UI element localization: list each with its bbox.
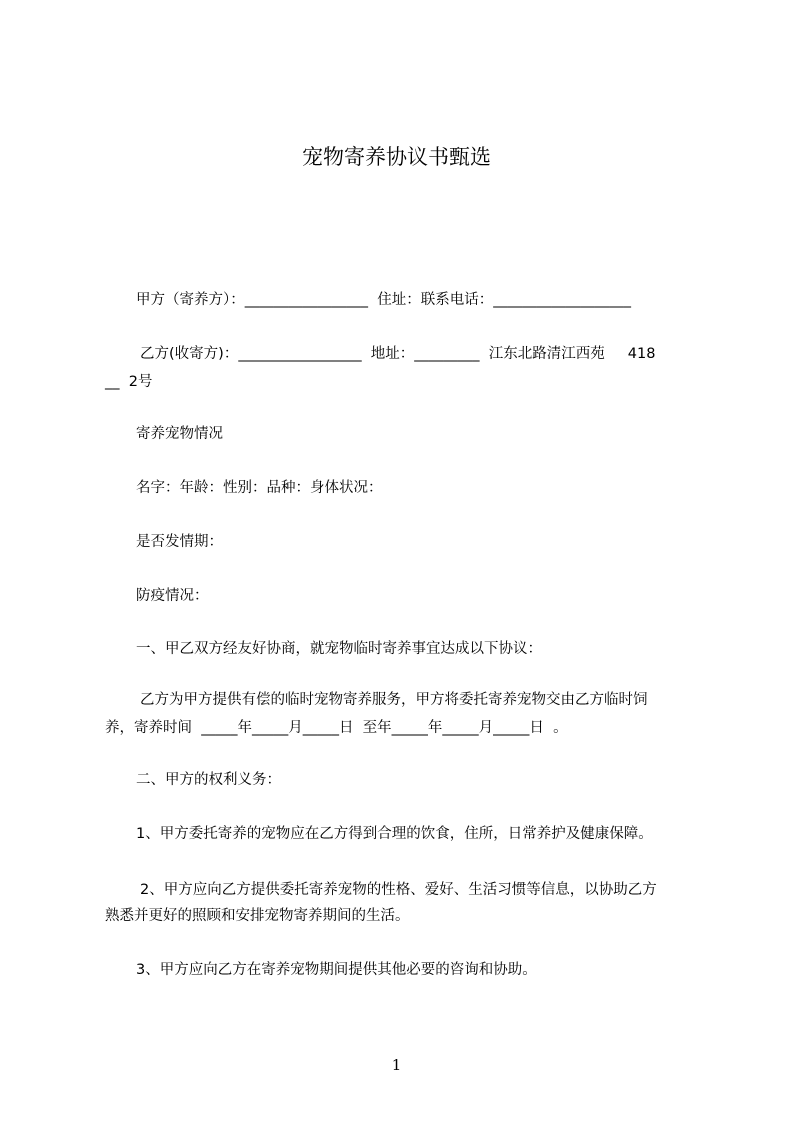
clause-2-continued: 熟悉并更好的照顾和安排宠物寄养期间的生活。 — [105, 908, 410, 924]
section-1-body: 乙方为甲方提供有偿的临时宠物寄养服务，甲方将委托寄养宠物交由乙方临时饲 — [140, 692, 648, 708]
page-number: 1 — [391, 1056, 402, 1074]
section-2-heading: 二、甲方的权利义务： — [136, 772, 281, 788]
section-1-body-continued: 养，寄养时间 _____年_____月_____日 至年_____年_____月_____日 。 — [105, 720, 568, 736]
pet-fields-line: 名字：年龄：性别：品种：身体状况： — [136, 480, 383, 496]
section-1-heading: 一、甲乙双方经友好协商，就宠物临时寄养事宜达成以下协议： — [136, 641, 542, 657]
document-title: 宠物寄养协议书甄选 — [302, 145, 491, 169]
clause-1: 1、甲方委托寄养的宠物应在乙方得到合理的饮食，住所，日常养护及健康保障。 — [136, 826, 653, 842]
clause-3: 3、甲方应向乙方在寄养宠物期间提供其他必要的咨询和协助。 — [136, 962, 537, 978]
estrus-line: 是否发情期： — [136, 534, 223, 550]
clause-2: 2、甲方应向乙方提供委托寄养宠物的性格、爱好、生活习惯等信息，以协助乙方 — [140, 882, 657, 898]
party-a-line: 甲方（寄养方）：_________________ 住址：联系电话：___________________ — [136, 292, 631, 308]
pet-info-heading: 寄养宠物情况 — [136, 426, 223, 442]
vaccination-line: 防疫情况： — [136, 588, 209, 604]
party-b-line: 乙方(收寄方)：_________________ 地址：_________ 江东北路清江西苑 418 — [140, 346, 656, 362]
party-b-line-continued: __ 2号 — [105, 374, 153, 390]
